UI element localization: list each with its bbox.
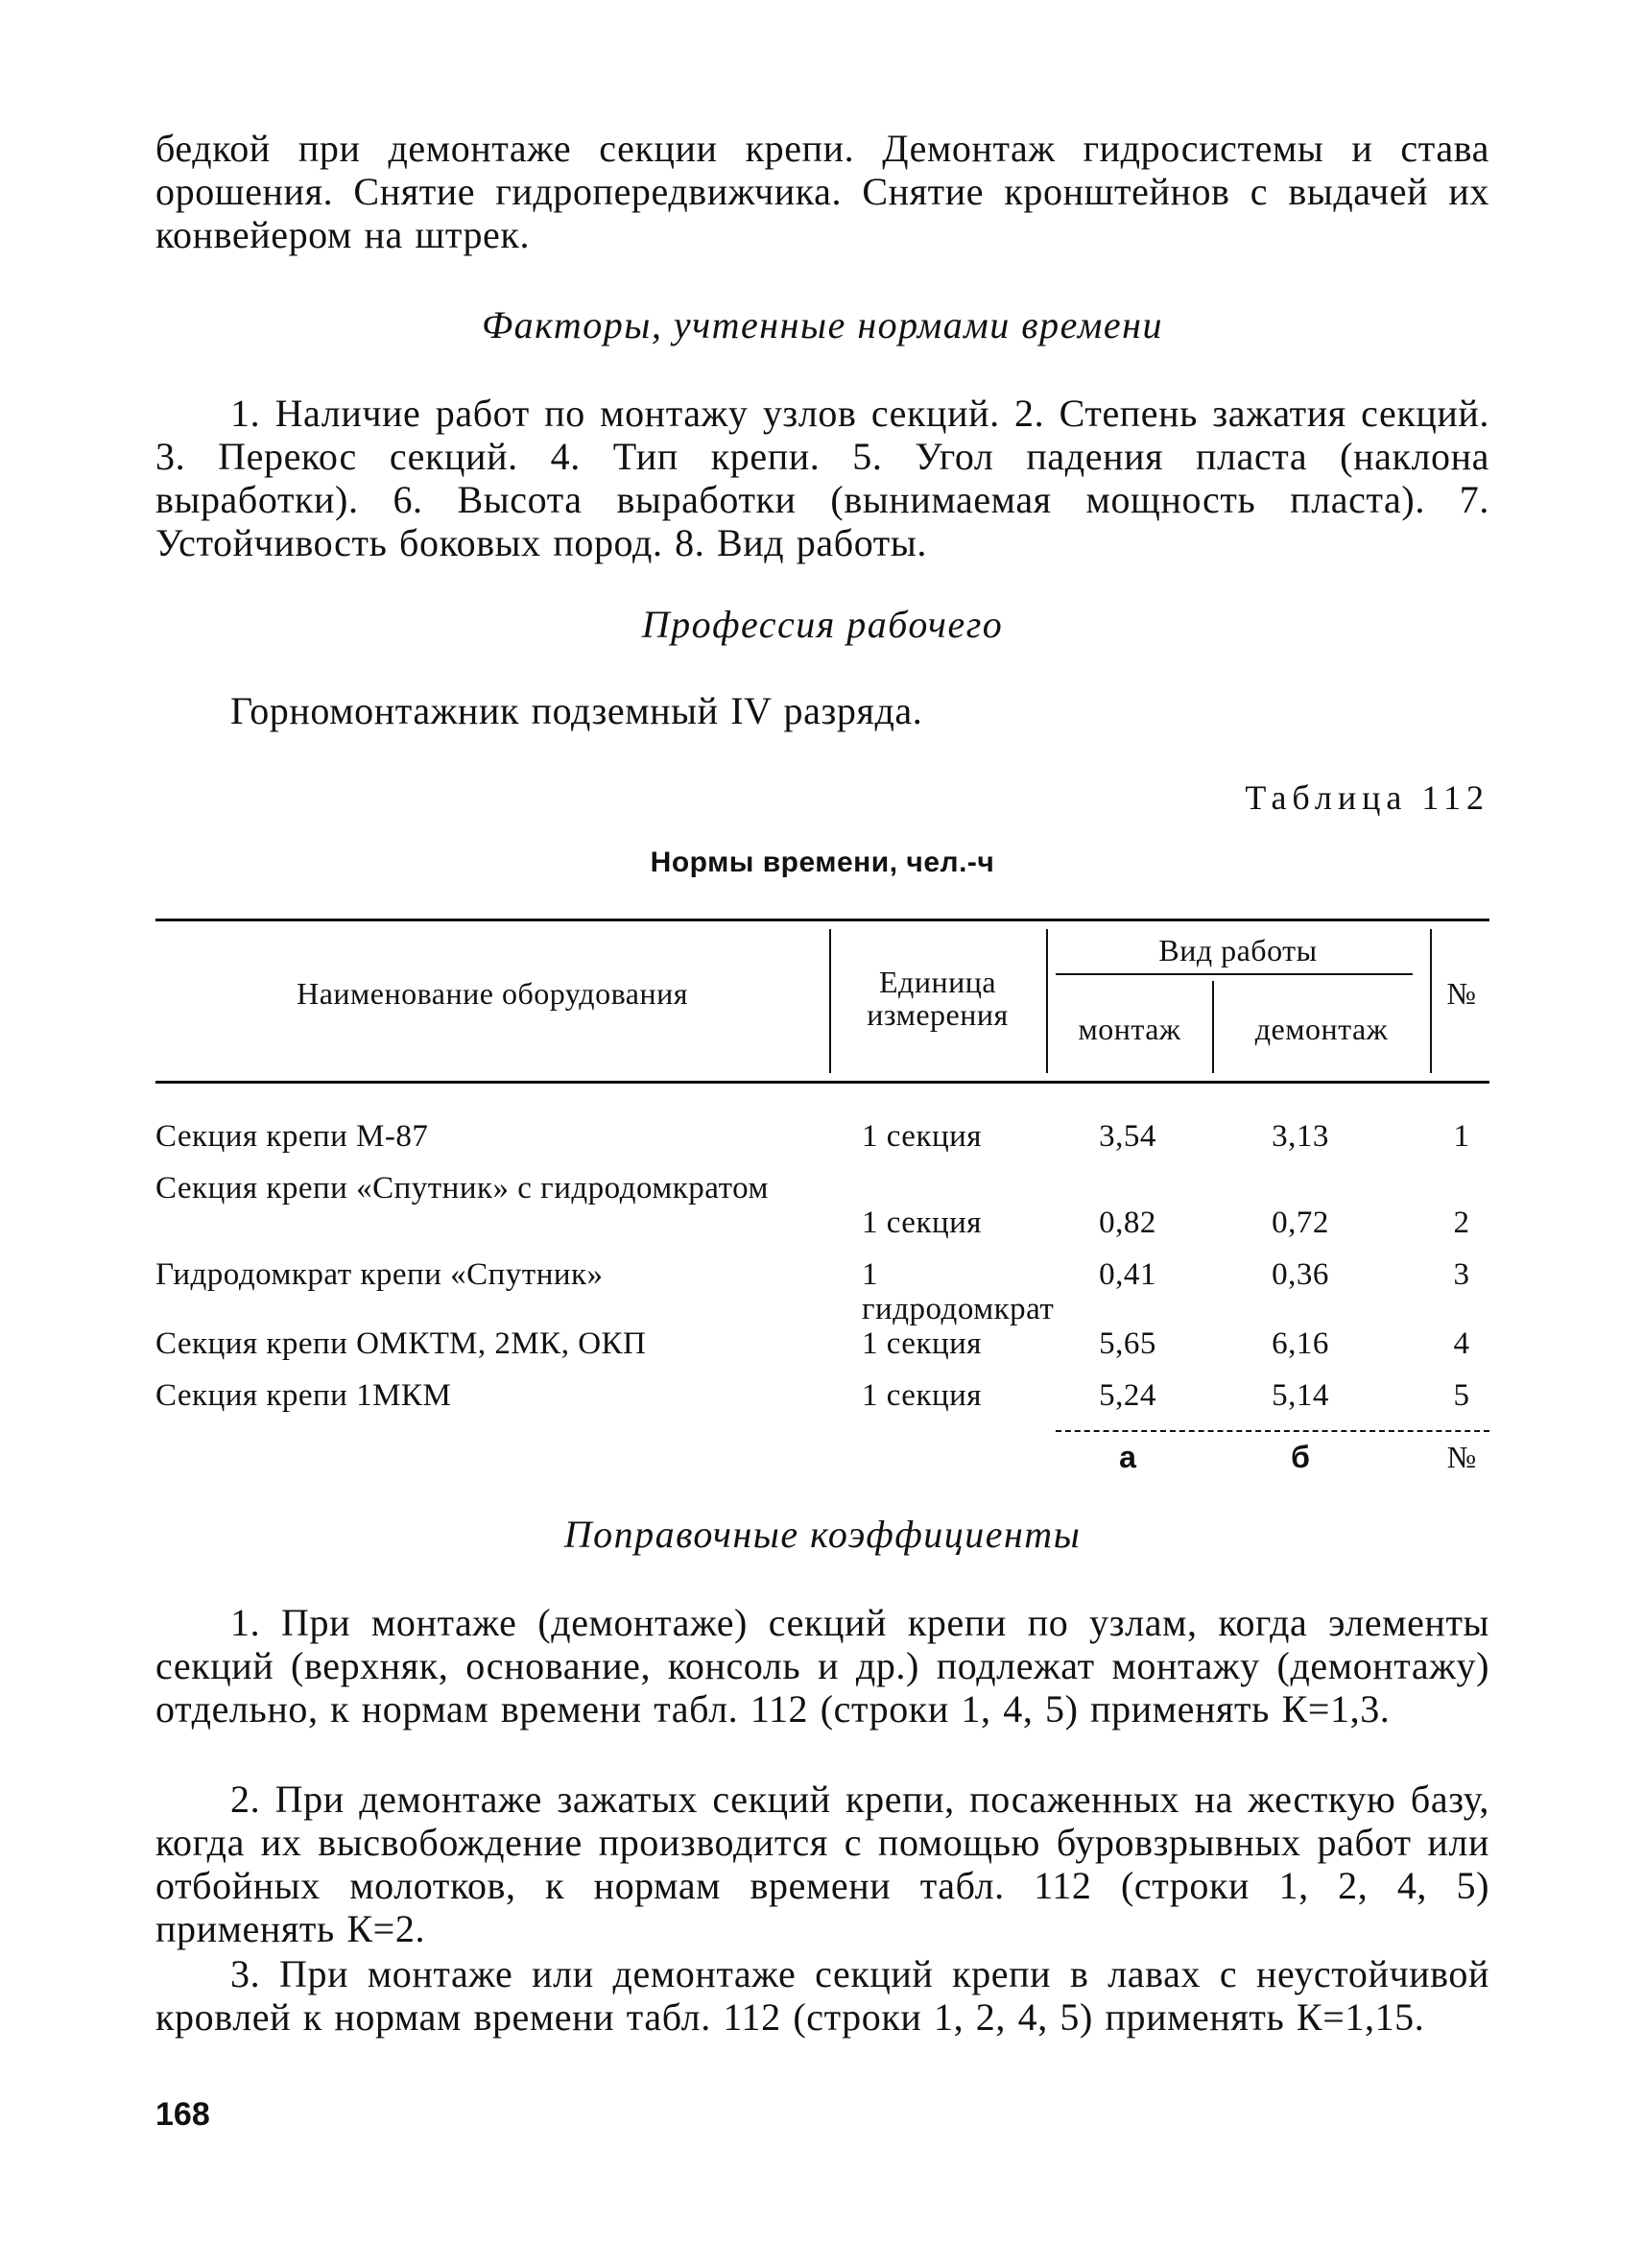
- factors-heading: Факторы, учтенные нормами времени: [482, 303, 1163, 346]
- row-dismount: 0,36: [1272, 1257, 1329, 1292]
- profession-heading: Профессия рабочего: [641, 603, 1004, 646]
- column-divider: [1046, 929, 1048, 1073]
- intro-paragraph: бедкой при демонтаже секции крепи. Демонтаж гидросистемы и става орошения. Снятие гидропередвижчика. Снятие кронштейнов с выдачей их конвейером на штрек.: [155, 127, 1489, 256]
- row-unit: 1 секция: [862, 1206, 982, 1240]
- row-mount: 5,65: [1099, 1326, 1156, 1361]
- header-name: Наименование оборудования: [297, 976, 688, 1011]
- column-divider: [1430, 929, 1432, 1073]
- row-number: 3: [1453, 1257, 1470, 1292]
- row-name: Гидродомкрат крепи «Спутник»: [155, 1257, 604, 1292]
- row-unit: 1 секция: [862, 1119, 982, 1154]
- row-name: Секция крепи М-87: [155, 1119, 429, 1154]
- table-top-rule: [155, 919, 1489, 921]
- row-dismount: 5,14: [1272, 1378, 1329, 1413]
- table-title: Нормы времени, чел.-ч: [650, 847, 995, 878]
- row-name: Секция крепи «Спутник» с гидродомкратом: [155, 1171, 769, 1206]
- footer-a: а: [1119, 1440, 1136, 1474]
- correction-item: 1. При монтаже (демонтаже) секций крепи по узлам, когда элементы секций (верхняк, основание, консоль и др.) подлежат монтажу (демонтажу) отдельно, к нормам времени табл. 112 (строки 1, 4, 5) применять К=1,3.: [155, 1601, 1489, 1731]
- row-mount: 3,54: [1099, 1119, 1156, 1154]
- row-mount: 5,24: [1099, 1378, 1156, 1413]
- row-mount: 0,41: [1099, 1257, 1156, 1292]
- row-name: Секция крепи ОМКТМ, 2МК, ОКП: [155, 1326, 647, 1361]
- header-work-type: Вид работы: [1158, 933, 1318, 967]
- footer-number: №: [1446, 1440, 1477, 1474]
- header-dismount: демонтаж: [1254, 1012, 1389, 1046]
- profession-paragraph: Горномонтажник подземный IV разряда.: [230, 689, 923, 732]
- row-unit: 1 секция: [862, 1326, 982, 1361]
- corrections-heading: Поправочные коэффициенты: [563, 1513, 1082, 1556]
- row-number: 1: [1453, 1119, 1470, 1154]
- factors-paragraph: 1. Наличие работ по монтажу узлов секций. 2. Степень зажатия секций. 3. Перекос секций. 4. Тип крепи. 5. Угол падения пласта (наклона выработки). 6. Высота выработки (вынимаемая мощность пласта). 7. Устойчивость боковых пород. 8. Вид работы.: [155, 392, 1489, 564]
- footer-b: б: [1291, 1440, 1310, 1474]
- correction-item: 2. При демонтаже зажатых секций крепи, посаженных на жесткую базу, когда их высвобождение производится с помощью буровзрывных работ или отбойных молотков, к нормам времени табл. 112 (строки 1, 2, 4, 5) применять К=2.: [155, 1778, 1489, 1950]
- row-dismount: 3,13: [1272, 1119, 1329, 1154]
- column-divider: [829, 929, 831, 1073]
- table-header-rule: [155, 1081, 1489, 1084]
- header-mount: монтаж: [1078, 1012, 1181, 1046]
- row-number: 2: [1453, 1206, 1470, 1240]
- header-number: №: [1446, 976, 1477, 1011]
- table-footer-rule: [1056, 1430, 1489, 1432]
- row-dismount: 0,72: [1272, 1206, 1329, 1240]
- table-caption: Таблица 112: [1245, 778, 1489, 817]
- row-number: 5: [1453, 1378, 1470, 1413]
- row-unit: 1 гидродомкрат: [862, 1257, 1055, 1326]
- correction-item: 3. При монтаже или демонтаже секций крепи в лавах с неустойчивой кровлей к нормам времени табл. 112 (строки 1, 2, 4, 5) применять К=1,15.: [155, 1952, 1489, 2039]
- page-number: 168: [155, 2096, 210, 2133]
- header-unit: Единица измерения: [867, 965, 1009, 1032]
- row-dismount: 6,16: [1272, 1326, 1329, 1361]
- row-name: Секция крепи 1МКМ: [155, 1378, 452, 1413]
- row-unit: 1 секция: [862, 1378, 982, 1413]
- column-divider: [1212, 981, 1214, 1073]
- row-mount: 0,82: [1099, 1206, 1156, 1240]
- work-type-underline: [1056, 973, 1413, 975]
- row-number: 4: [1453, 1326, 1470, 1361]
